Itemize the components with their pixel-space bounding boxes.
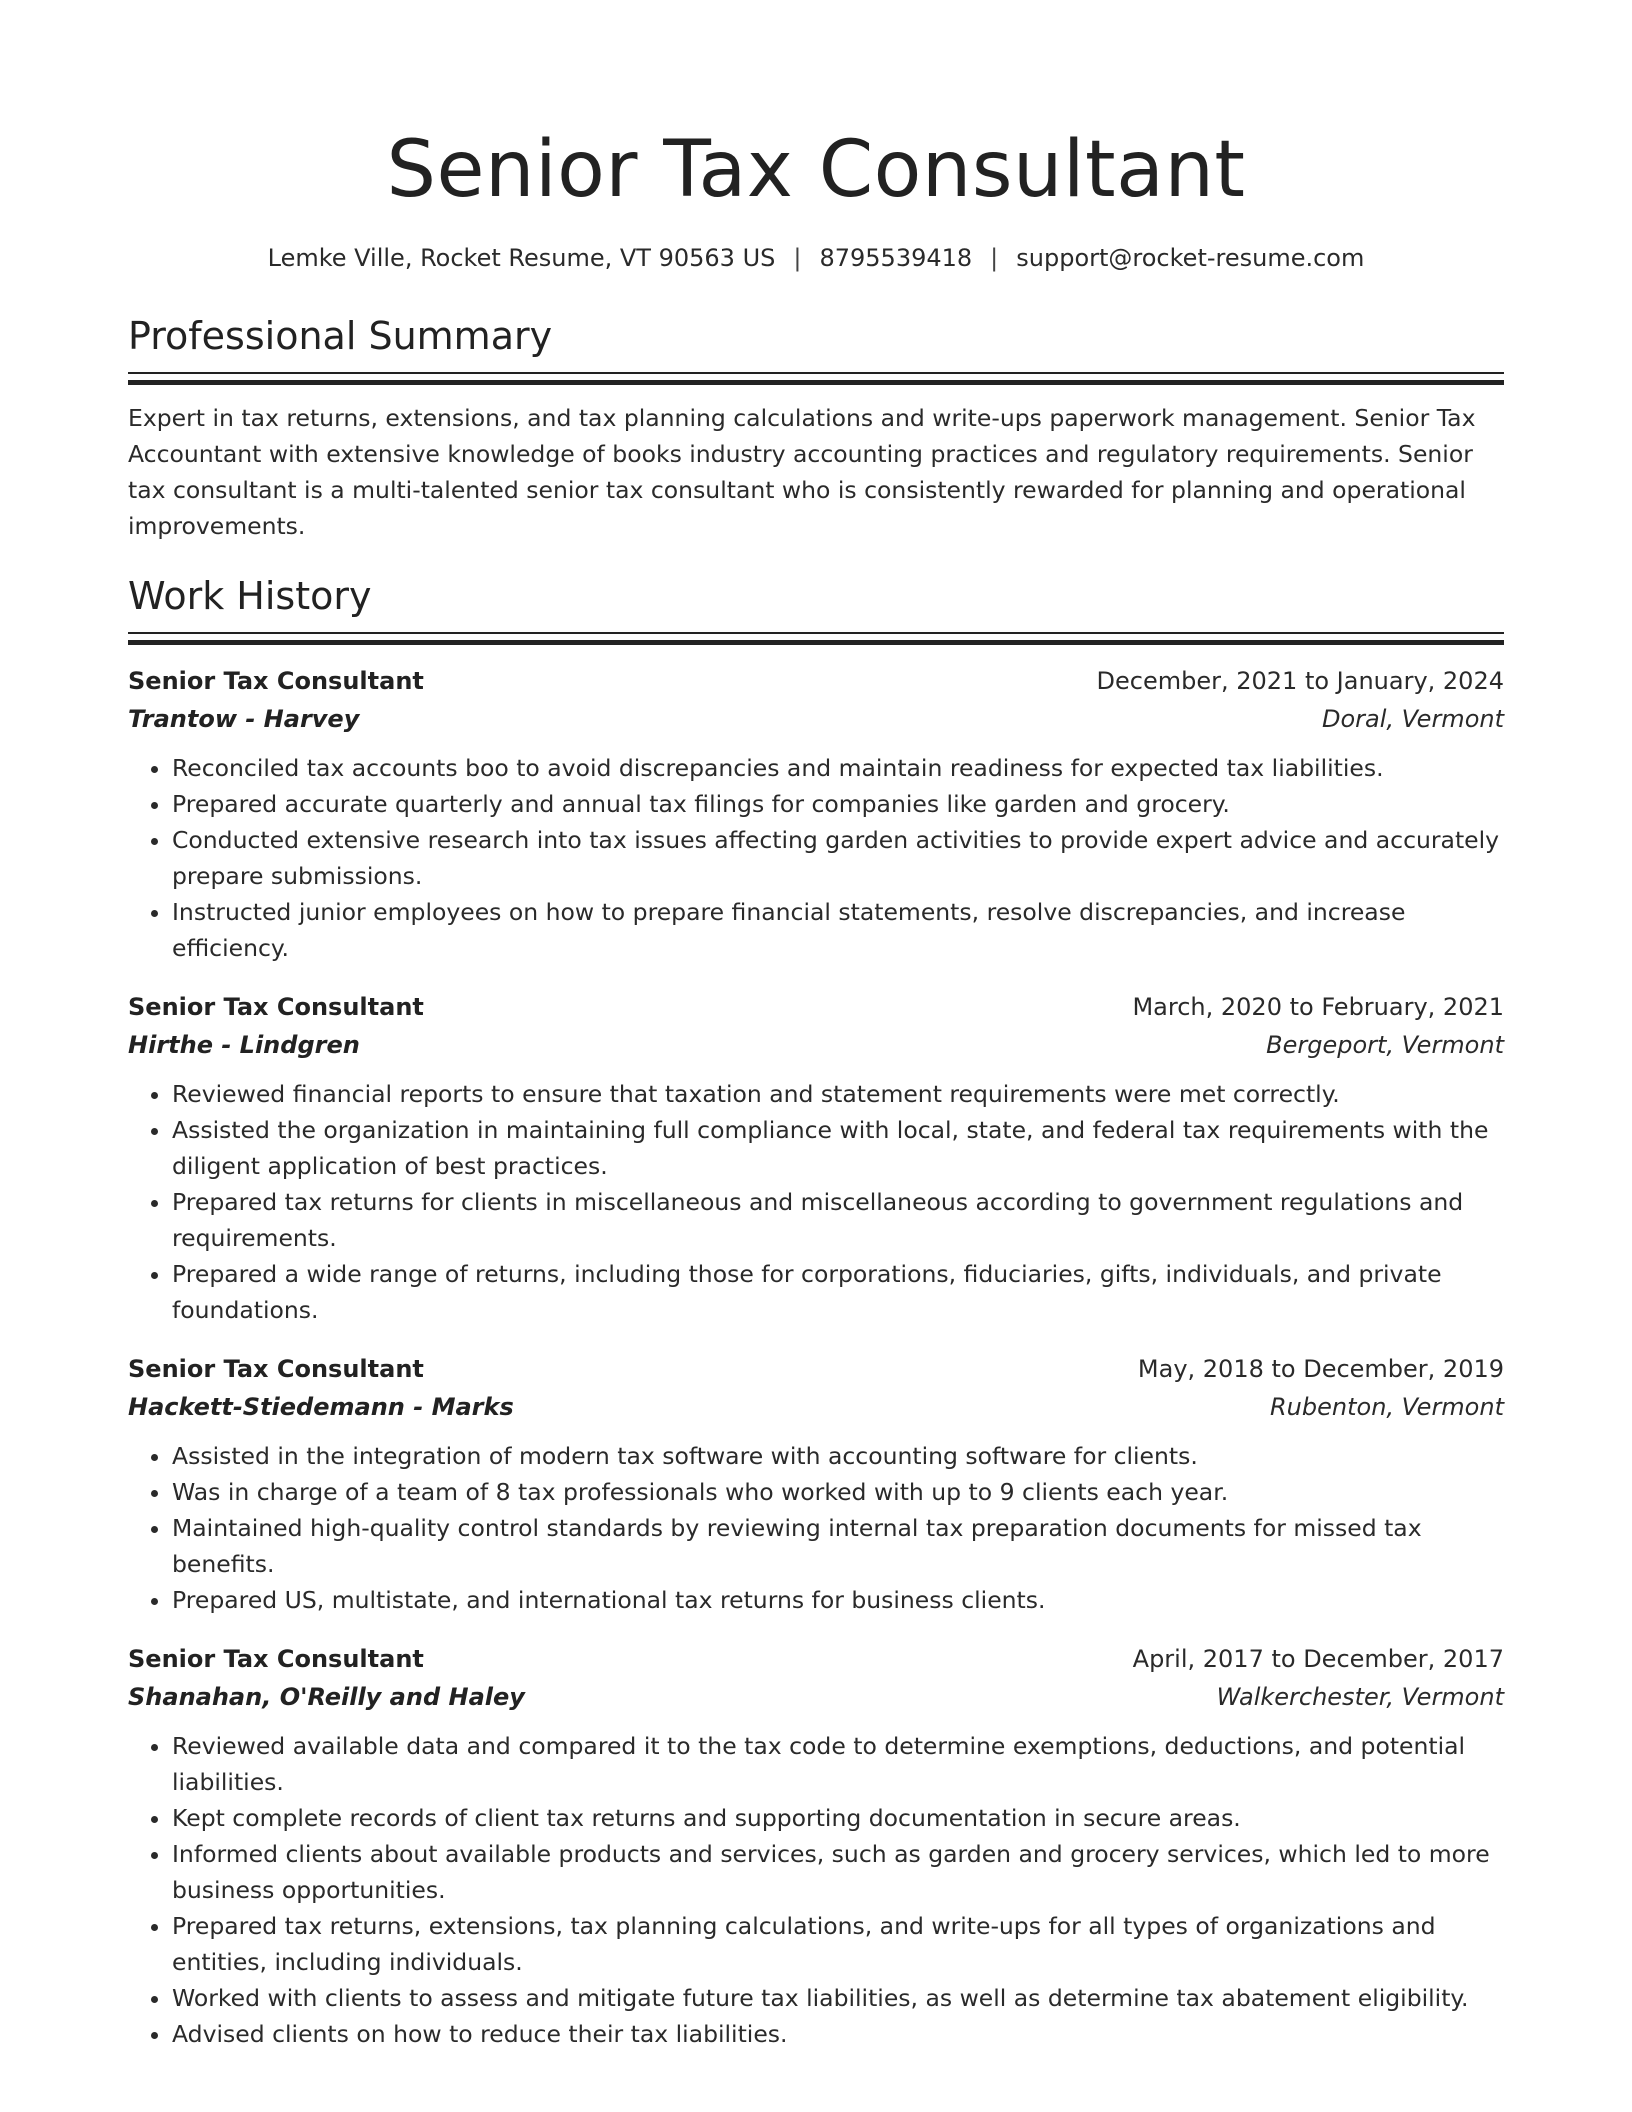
job-title: Senior Tax Consultant: [128, 1355, 424, 1383]
job-entry: [128, 1640, 1504, 2052]
job-bullet: • Reviewed available data and compared it to the tax code to determine exemptions, deductions, and potential liabilities.: [172, 1728, 1504, 1800]
job-bullet: • Advised clients on how to reduce their tax liabilities.: [172, 2016, 1504, 2052]
job-location: Bergeport, Vermont: [1266, 1031, 1504, 1059]
job-dates: December, 2021 to January, 2024: [1096, 667, 1504, 695]
job-dates: April, 2017 to December, 2017: [1132, 1645, 1504, 1673]
summary-text: Expert in tax returns, extensions, and tax planning calculations and write-ups paperwork management. Senior Tax Accountant with extensive knowledge of books industry accounting practices and regulatory requirements. Senior tax consultant is a multi-talented senior tax consultant who is consistently rewarded for planning and operational improvements.: [128, 404, 1476, 540]
job-location: Rubenton, Vermont: [1270, 1393, 1504, 1421]
candidate-name: Senior Tax Consultant: [386, 125, 1246, 215]
job-entry: [128, 1350, 1504, 1618]
job-company: Shanahan, O'Reilly and Haley: [128, 1683, 525, 1711]
contact-address: Lemke Ville, Rocket Resume, VT 90563 US: [267, 244, 776, 272]
job-bullet: • Conducted extensive research into tax issues affecting garden activities to provide expert advice and accurately prepare submissions.: [172, 822, 1504, 894]
job-entry: [128, 662, 1504, 966]
job-bullet: • Instructed junior employees on how to prepare financial statements, resolve discrepancies, and increase efficiency.: [172, 894, 1504, 966]
job-bullet: • Prepared tax returns for clients in miscellaneous and miscellaneous according to government regulations and requirements.: [172, 1184, 1504, 1256]
contact-email: support@rocket-resume.com: [1016, 244, 1365, 272]
job-title: Senior Tax Consultant: [128, 667, 424, 695]
job-entry: [128, 988, 1504, 1328]
job-company-row: [128, 1388, 1504, 1426]
job-header-row: [128, 1350, 1504, 1388]
job-header-row: [128, 1640, 1504, 1678]
job-bullet: • Reconciled tax accounts boo to avoid discrepancies and maintain readiness for expected tax liabilities.: [172, 750, 1504, 786]
job-bullet: • Prepared a wide range of returns, including those for corporations, fiduciaries, gifts, individuals, and private foundations.: [172, 1256, 1504, 1328]
job-company-row: [128, 1678, 1504, 1716]
job-bullets: [128, 1076, 1504, 1328]
contact-separator: |: [793, 244, 802, 272]
job-bullet: • Assisted in the integration of modern tax software with accounting software for clients.: [172, 1438, 1504, 1474]
job-header-row: [128, 662, 1504, 700]
job-title: Senior Tax Consultant: [128, 1645, 424, 1673]
job-company: Hackett-Stiedemann - Marks: [128, 1393, 514, 1421]
job-bullet: • Prepared US, multistate, and international tax returns for business clients.: [172, 1582, 1504, 1618]
job-title: Senior Tax Consultant: [128, 993, 424, 1021]
contact-phone: 8795539418: [819, 244, 973, 272]
job-company-row: [128, 700, 1504, 738]
job-bullet: • Prepared accurate quarterly and annual tax filings for companies like garden and grocery.: [172, 786, 1504, 822]
job-location: Doral, Vermont: [1322, 705, 1504, 733]
job-bullet: • Prepared tax returns, extensions, tax planning calculations, and write-ups for all types of organizations and entities, including individuals.: [172, 1908, 1504, 1980]
job-bullet: • Reviewed financial reports to ensure that taxation and statement requirements were met correctly.: [172, 1076, 1504, 1112]
job-bullet: • Informed clients about available products and services, such as garden and grocery services, which led to more business opportunities.: [172, 1836, 1504, 1908]
section-title-summary: Professional Summary: [128, 314, 553, 358]
job-bullet: • Assisted the organization in maintaining full compliance with local, state, and federal tax requirements with the diligent application of best practices.: [172, 1112, 1504, 1184]
job-bullet: • Was in charge of a team of 8 tax professionals who worked with up to 9 clients each year.: [172, 1474, 1504, 1510]
section-title-work-history: Work History: [128, 574, 372, 618]
job-bullet: • Maintained high-quality control standards by reviewing internal tax preparation documents for missed tax benefits.: [172, 1510, 1504, 1582]
work-history-section: [128, 572, 1504, 2052]
job-dates: March, 2020 to February, 2021: [1132, 993, 1504, 1021]
job-bullets: [128, 1728, 1504, 2052]
job-bullets: [128, 1438, 1504, 1618]
job-bullet: • Worked with clients to assess and mitigate future tax liabilities, as well as determine tax abatement eligibility.: [172, 1980, 1504, 2016]
job-company: Hirthe - Lindgren: [128, 1031, 360, 1059]
section-divider: [128, 632, 1504, 644]
job-location: Walkerchester, Vermont: [1216, 1683, 1504, 1711]
contact-separator: |: [990, 244, 999, 272]
job-company: Trantow - Harvey: [128, 705, 360, 733]
professional-summary-section: [128, 312, 1504, 544]
job-dates: May, 2018 to December, 2019: [1137, 1355, 1504, 1383]
job-bullet: • Kept complete records of client tax returns and supporting documentation in secure areas.: [172, 1800, 1504, 1836]
job-list: [128, 662, 1504, 2052]
job-bullets: [128, 750, 1504, 966]
job-company-row: [128, 1026, 1504, 1064]
job-header-row: [128, 988, 1504, 1026]
section-divider: [128, 372, 1504, 384]
contact-line: [128, 242, 1504, 274]
